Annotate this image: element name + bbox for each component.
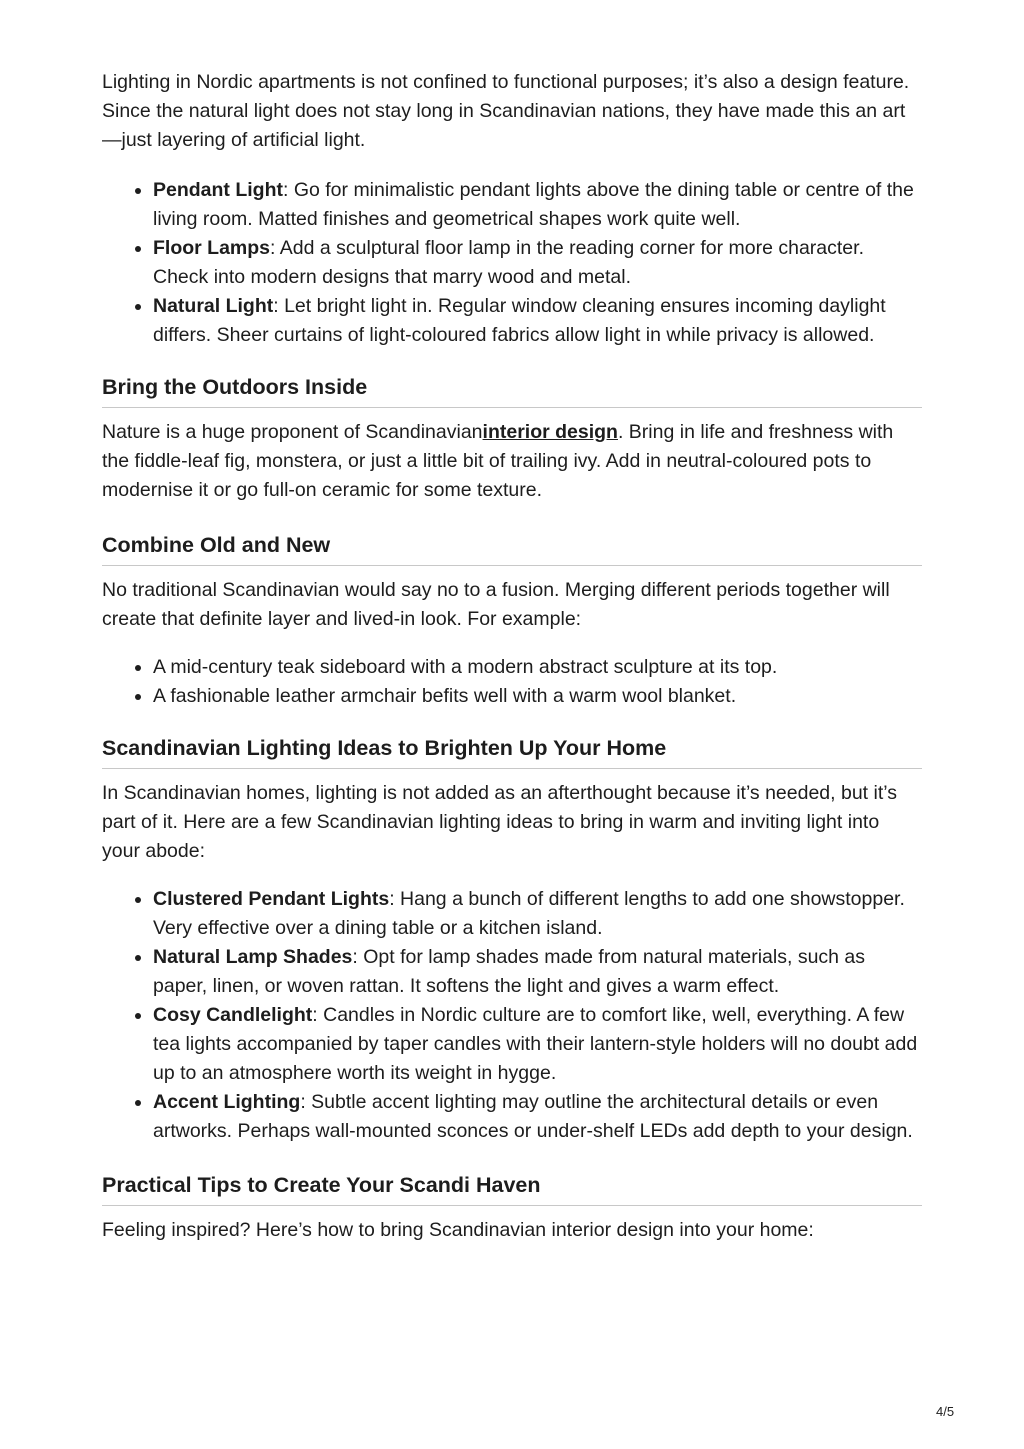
combine-paragraph: No traditional Scandinavian would say no to a fusion. Merging different periods together will create that definite layer and lived-in look. For example: xyxy=(102,579,890,630)
list-item-term: Cosy Candlelight xyxy=(153,1004,313,1026)
list-item-term: Natural Light xyxy=(153,295,274,317)
list-item-text: : Opt for lamp shades made from natural materials, such as paper, linen, or woven rattan. It softens the light and gives a warm effect. xyxy=(153,946,866,997)
list-item-text: : Hang a bunch of different lengths to add one showstopper. Very effective over a dining table or a kitchen island. xyxy=(153,888,905,939)
list-item-term: Accent Lighting xyxy=(153,1091,301,1113)
combine-list xyxy=(102,653,922,711)
list-item: • A fashionable leather armchair befits well with a warm wool blanket. xyxy=(153,682,922,711)
list-item: • A mid-century teak sideboard with a modern abstract sculpture at its top. xyxy=(153,653,922,682)
lighting-list xyxy=(102,176,922,350)
list-item-term: Pendant Light xyxy=(153,179,283,201)
section-heading-combine: Combine Old and New xyxy=(102,531,922,566)
list-item xyxy=(153,176,922,234)
section-heading-outdoors: Bring the Outdoors Inside xyxy=(102,373,922,408)
tips-paragraph: Feeling inspired? Here’s how to bring Scandinavian interior design into your home: xyxy=(102,1219,814,1241)
lighting-paragraph: In Scandinavian homes, lighting is not added as an afterthought because it’s needed, but it’s part of it. Here are a few Scandinavian lighting ideas to bring in warm and inviting light into your abode: xyxy=(102,782,897,862)
list-item-text: : Add a sculptural floor lamp in the reading corner for more character. Check into modern designs that marry wood and metal. xyxy=(153,237,864,288)
list-item-text: : Candles in Nordic culture are to comfort like, well, everything. A few tea lights accompanied by taper candles with their lantern-style holders will no doubt add up to an atmosphere worth its weight in hygge. xyxy=(153,1004,918,1084)
list-item-term: Floor Lamps xyxy=(153,237,271,259)
page-number: 4/5 xyxy=(936,1404,955,1419)
section-heading-tips: Practical Tips to Create Your Scandi Haven xyxy=(102,1171,922,1206)
list-item-term: Natural Lamp Shades xyxy=(153,946,353,968)
list-item xyxy=(153,234,922,292)
list-item-text: : Go for minimalistic pendant lights above the dining table or centre of the living room. Matted finishes and geometrical shapes work quite well. xyxy=(153,179,914,230)
list-item xyxy=(153,1001,922,1088)
list-item xyxy=(153,292,922,350)
list-item-text: : Let bright light in. Regular window cleaning ensures incoming daylight differs. Sheer curtains of light-coloured fabrics allow light in while privacy is allowed. xyxy=(153,295,886,346)
lighting-ideas-list xyxy=(102,885,922,1146)
document-page xyxy=(102,68,922,1245)
list-item xyxy=(153,943,922,1001)
list-item-text: : Subtle accent lighting may outline the architectural details or even artworks. Perhaps wall-mounted sconces or under-shelf LEDs add depth to your design. xyxy=(153,1091,913,1142)
list-item-term: Clustered Pendant Lights xyxy=(153,888,390,910)
outdoors-text-after: . Bring in life and freshness with the fiddle-leaf fig, monstera, or just a little bit of trailing ivy. Add in neutral-coloured pots to modernise it or go full-on ceramic for some texture. xyxy=(102,421,894,501)
intro-paragraph: Lighting in Nordic apartments is not confined to functional purposes; it’s also a design feature. Since the natural light does not stay long in Scandinavian nations, they have made this an art—just layering of artificial light. xyxy=(102,71,910,151)
outdoors-paragraph xyxy=(102,418,922,505)
list-item xyxy=(153,885,922,943)
list-item xyxy=(153,1088,922,1146)
section-heading-lighting: Scandinavian Lighting Ideas to Brighten Up Your Home xyxy=(102,734,922,769)
outdoors-text-before: Nature is a huge proponent of Scandinavian xyxy=(102,421,483,443)
interior-design-link[interactable]: interior design xyxy=(482,421,618,443)
